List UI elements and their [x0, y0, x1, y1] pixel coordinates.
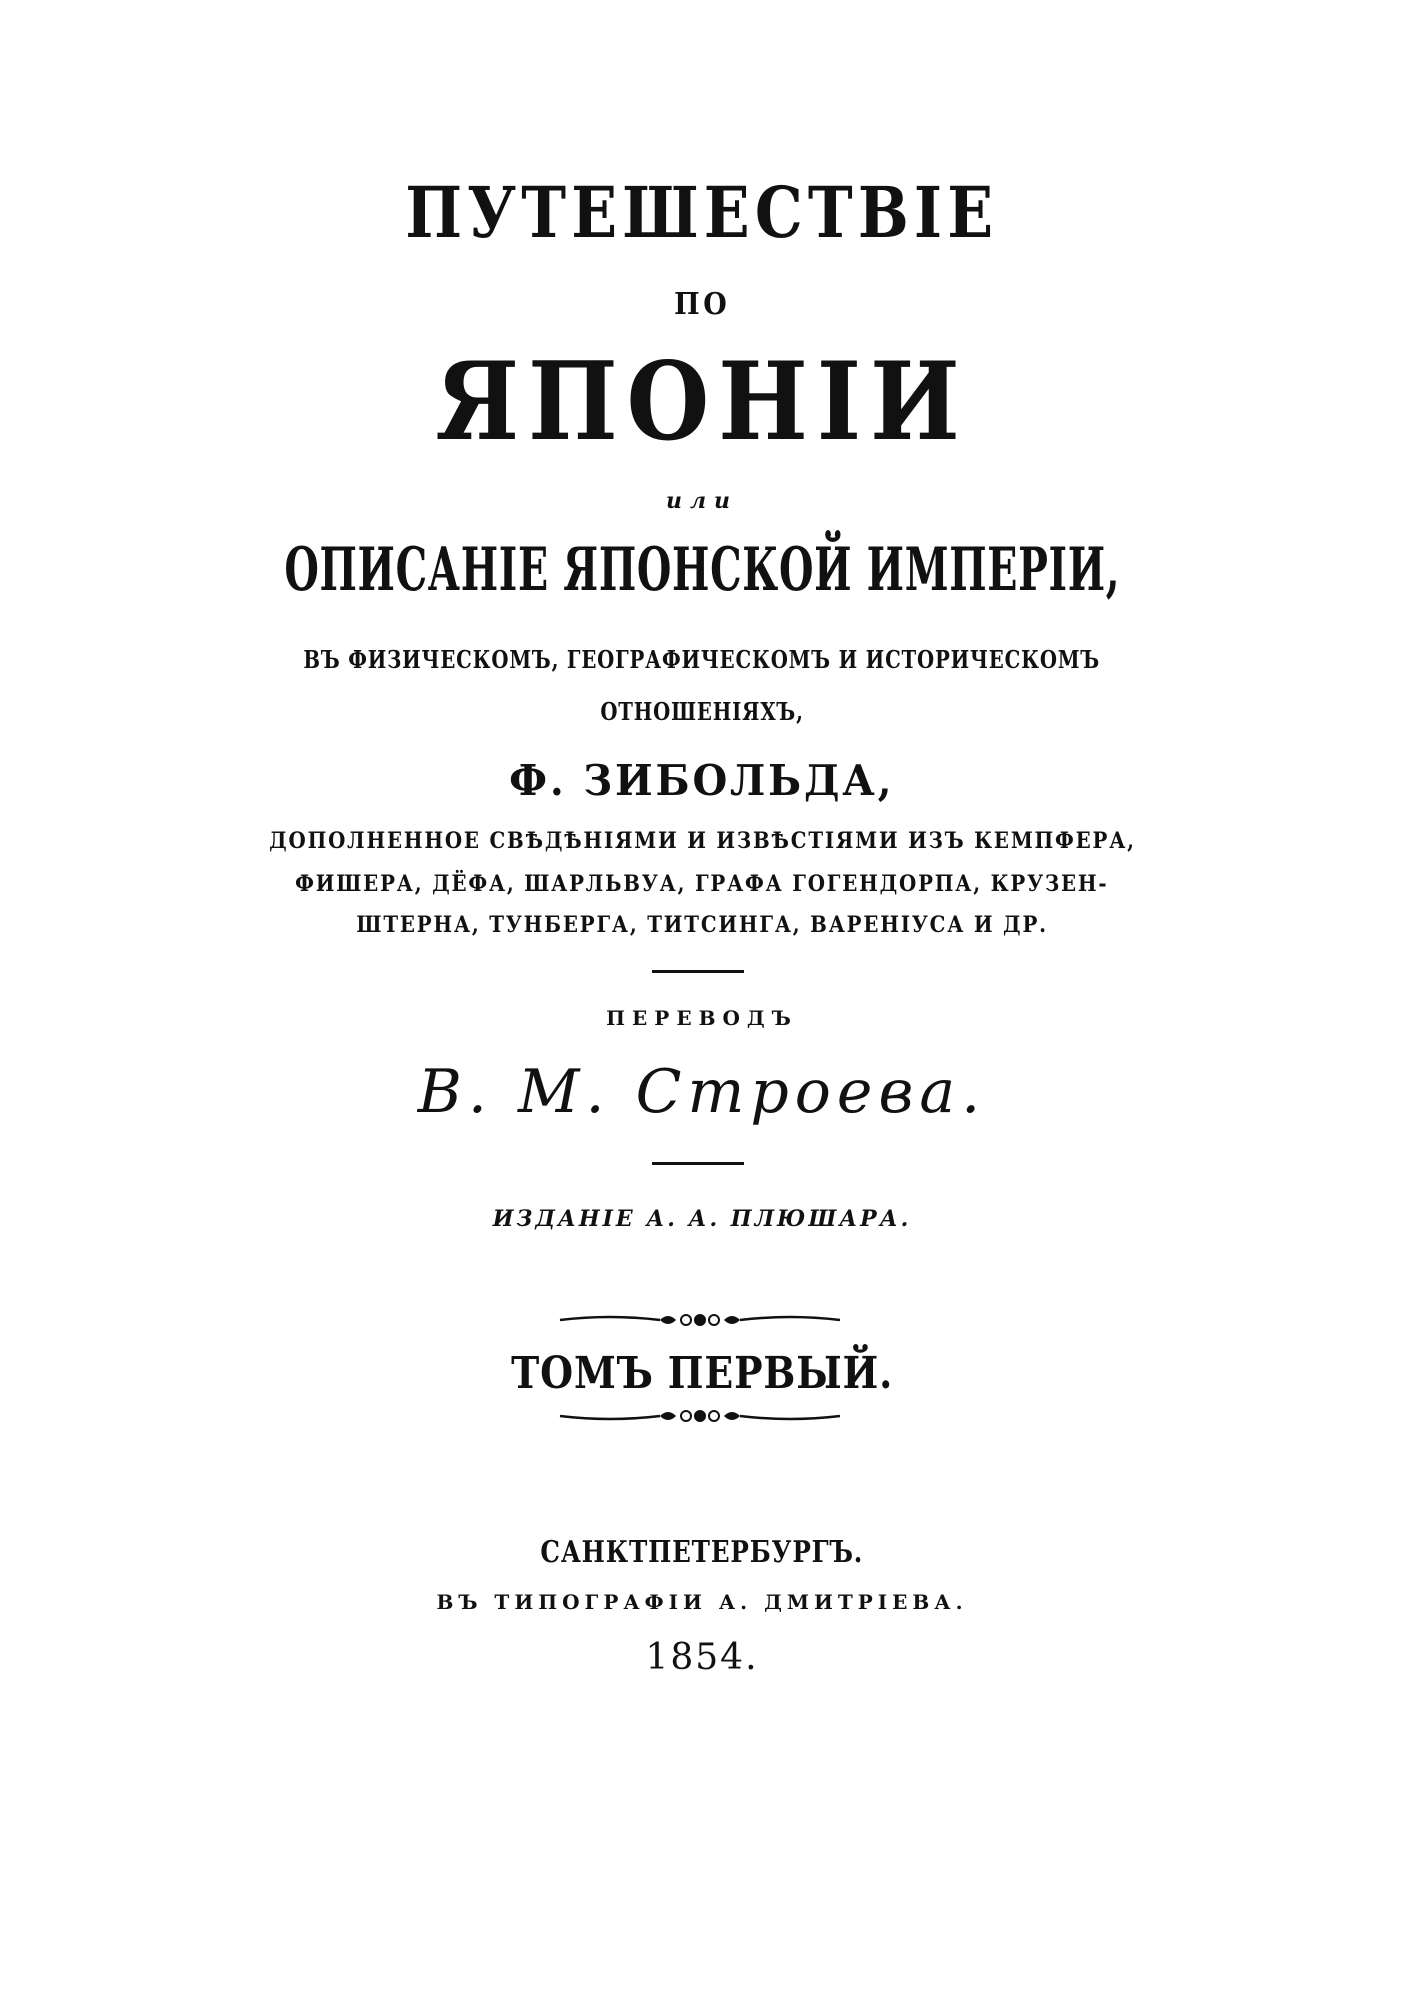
supplement-line-2: ФИШЕРА, ДЁФА, ШАРЛЬВУА, ГРАФА ГОГЕНДОРПА, КРУЗЕН-	[295, 871, 1109, 897]
author-name: Ф. ЗИБОЛЬДА,	[509, 756, 895, 805]
title-country: ЯПОНІИ	[435, 339, 969, 465]
supplement-line-3: ШТЕРНА, ТУНБЕРГА, ТИТСИНГА, ВАРЕНІУСА И ДР.	[356, 912, 1048, 938]
supplement-line-1: ДОПОЛНЕННОЕ СВѢДѢНІЯМИ И ИЗВѢСТІЯМИ ИЗЪ КЕМПФЕРА,	[268, 828, 1136, 854]
ornament-top-icon	[550, 1308, 850, 1332]
divider-rule	[652, 970, 744, 973]
volume-label: ТОМЪ ПЕРВЫЙ.	[510, 1348, 894, 1399]
translation-label: ПЕРЕВОДЪ	[606, 1006, 798, 1030]
imprint-city: САНКТПЕТЕРБУРГЪ.	[540, 1535, 864, 1570]
ornament-bottom-icon	[550, 1404, 850, 1428]
relations-line-2: ОТНОШЕНІЯХЪ,	[600, 697, 804, 726]
title-preposition: ПО	[673, 287, 731, 322]
translator-name: В. М. Строева.	[417, 1057, 987, 1127]
subtitle: ОПИСАНІЕ ЯПОНСКОЙ ИМПЕРІИ,	[284, 535, 1120, 605]
divider-rule	[652, 1162, 744, 1165]
publisher: ИЗДАНІЕ А. А. ПЛЮШАРА.	[492, 1206, 912, 1232]
imprint-printer: ВЪ ТИПОГРАФІИ А. ДМИТРІЕВА.	[436, 1590, 968, 1614]
title-conjunction: или	[665, 488, 739, 514]
imprint-year: 1854.	[645, 1637, 759, 1678]
relations-line-1: ВЪ ФИЗИЧЕСКОМЪ, ГЕОГРАФИЧЕСКОМЪ И ИСТОРИЧЕСКОМЪ	[303, 645, 1101, 674]
main-title: ПУТЕШЕСТВІЕ	[405, 171, 999, 254]
